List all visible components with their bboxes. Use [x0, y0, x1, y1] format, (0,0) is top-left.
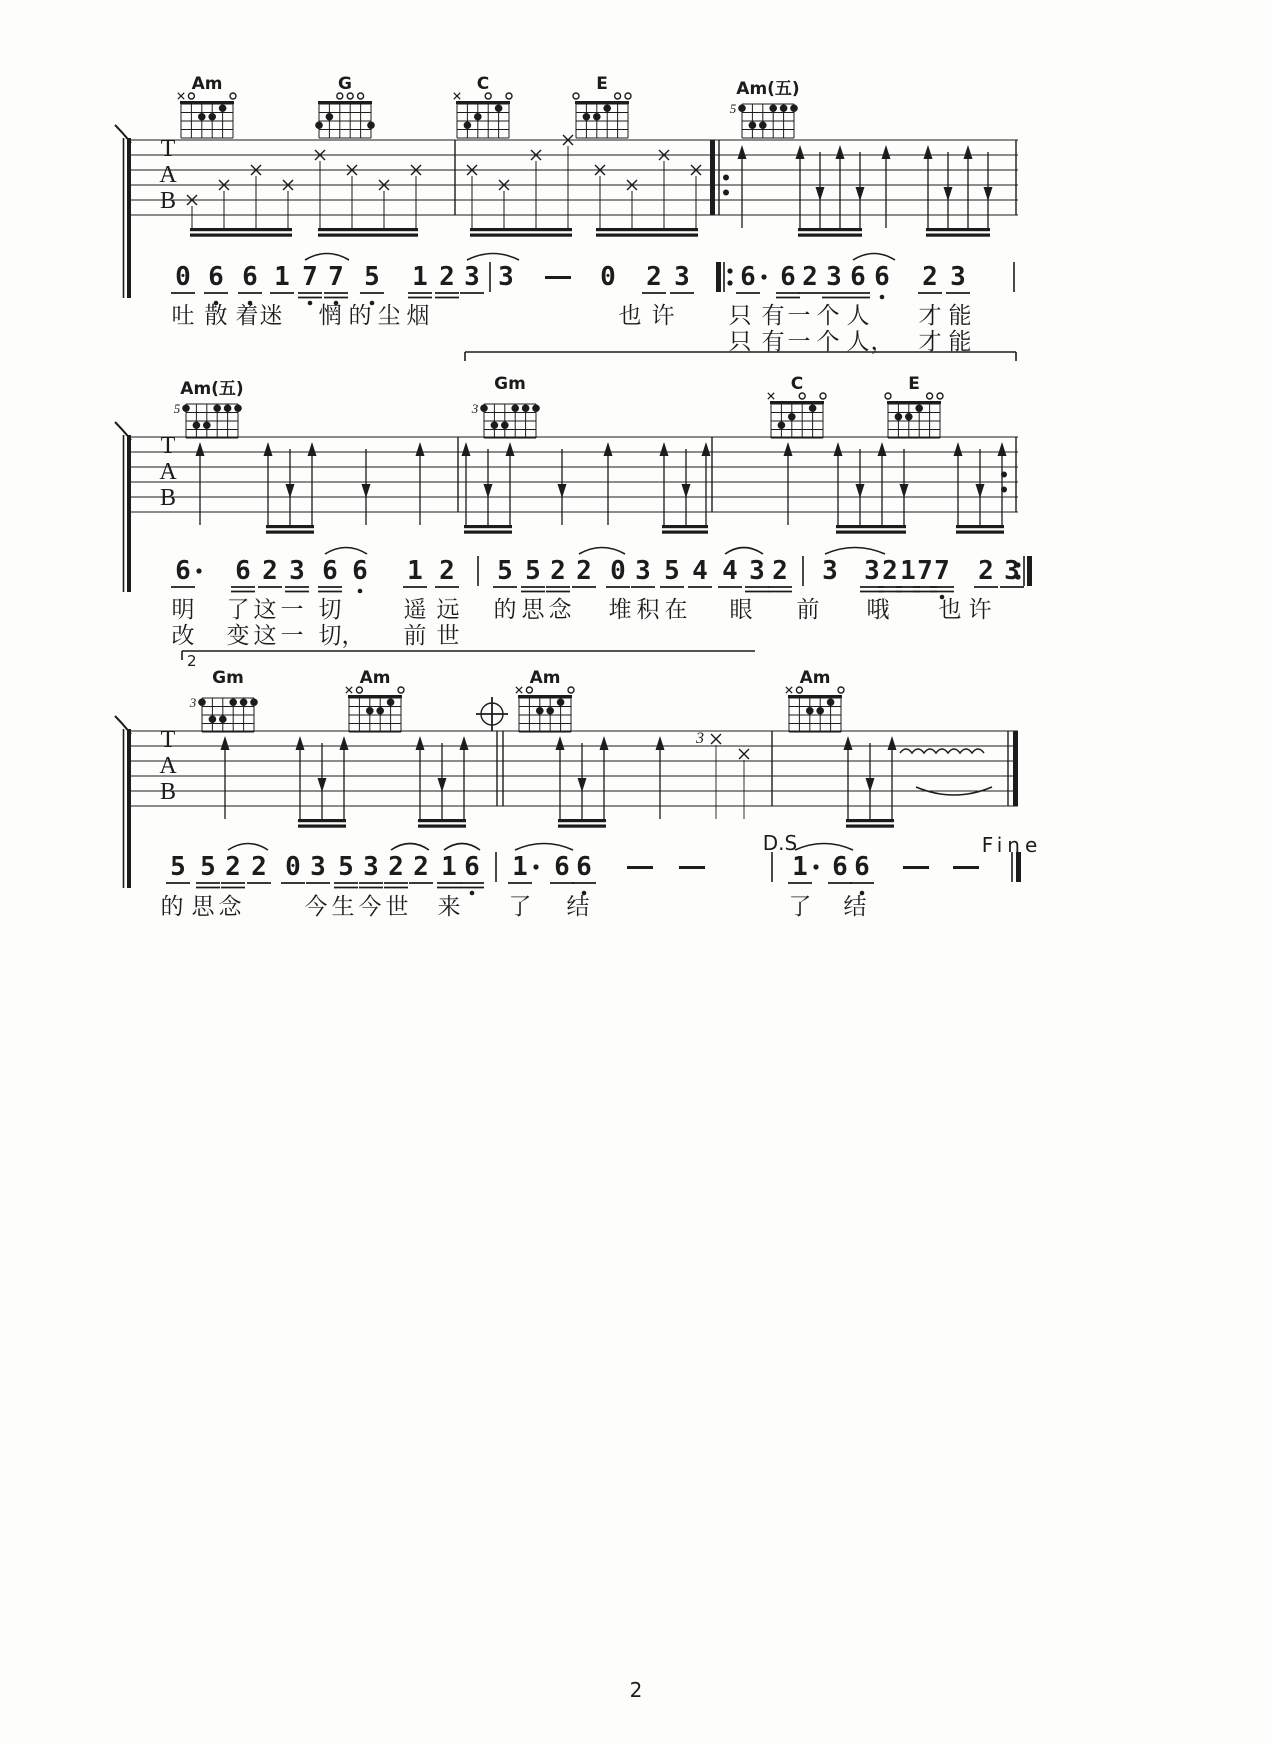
lyric-syllable: 散 [204, 303, 228, 329]
jianpu-note: 3 [950, 262, 966, 292]
jianpu-note: 0 [175, 262, 191, 292]
lyric-syllable: 思 [191, 894, 215, 920]
chord-name: Am [529, 668, 561, 688]
jianpu-note: 5 [170, 852, 186, 882]
lyric-syllable: 才 [918, 329, 942, 355]
chord-name: C [790, 374, 804, 394]
lyric-syllable: 迷 [259, 303, 283, 329]
jianpu-note: 2 [646, 262, 662, 292]
jianpu-note: 1 [412, 262, 428, 292]
lyric-syllable: 生 [331, 894, 355, 920]
lyric-syllable: 能 [948, 303, 972, 329]
jianpu-note: 3 [289, 556, 305, 586]
jianpu-note: 2 [550, 556, 566, 586]
jianpu-note: 6 [242, 262, 258, 292]
volta-number: 2 [187, 652, 197, 670]
jianpu-note: 3 [498, 262, 514, 292]
tab-clef-letter: T [160, 727, 176, 753]
page-number: 2 [629, 1678, 643, 1702]
jianpu-note: 2 [262, 556, 278, 586]
jianpu-note: 7 [917, 556, 933, 586]
chord-name: Gm [494, 374, 526, 394]
jianpu-note: 3 [826, 262, 842, 292]
jianpu-note: 1 [441, 852, 457, 882]
lyric-syllable: 前 [403, 623, 427, 649]
lyric-syllable: 有 [761, 329, 785, 355]
lyric-syllable: 改 [171, 623, 195, 649]
chord-name: Am(五) [180, 379, 244, 399]
lyric-syllable: 切 [318, 597, 342, 623]
jianpu-note: 1 [274, 262, 290, 292]
lyric-syllable: 今 [358, 894, 382, 920]
jianpu-note: 6 [352, 556, 368, 586]
lyric-syllable: 才 [918, 303, 942, 329]
lyric-syllable: 思 [521, 597, 545, 623]
lyric-syllable: 的 [160, 894, 184, 920]
lyric-syllable: 前 [796, 597, 820, 623]
chord-name: Am [799, 668, 831, 688]
tab-clef-letter: T [160, 136, 176, 162]
jianpu-note: 1 [792, 852, 808, 882]
lyric-syllable: 了 [226, 597, 250, 623]
jianpu-note: 6 [554, 852, 570, 882]
lyric-syllable: 切 [318, 623, 342, 649]
chord-position-label: 3 [189, 695, 197, 710]
jianpu-note: 2 [922, 262, 938, 292]
jianpu-note: 2 [251, 852, 267, 882]
jianpu-note: 3 [864, 556, 880, 586]
tab-clef-letter: T [160, 433, 176, 459]
tab-clef-letter: B [159, 779, 177, 805]
jianpu-note: 3 [310, 852, 326, 882]
chord-position-label: 5 [173, 401, 181, 416]
jianpu-note: 7 [302, 262, 318, 292]
tab-clef-letter: B [159, 485, 177, 511]
chord-name: Am(五) [736, 79, 800, 99]
chord-name: C [476, 74, 490, 94]
lyric-syllable: 明 [171, 597, 195, 623]
lyric-syllable: 结 [843, 894, 867, 920]
jianpu-note: 3 [1004, 556, 1020, 586]
lyric-syllable: 念 [218, 894, 242, 920]
lyric-syllable: 念 [548, 597, 572, 623]
jianpu-note: 6 [576, 852, 592, 882]
jianpu-note: 6 [235, 556, 251, 586]
lyric-syllable: 尘 [377, 303, 401, 329]
jianpu-note: 2 [413, 852, 429, 882]
lyric-syllable: 这 [253, 597, 277, 623]
jianpu-note: 6 [175, 556, 191, 586]
lyric-syllable: 着 [235, 303, 259, 329]
lyric-syllable: 一 [280, 597, 304, 623]
jianpu-note: 5 [200, 852, 216, 882]
lyric-syllable: 世 [385, 894, 409, 920]
jianpu-note: 6 [322, 556, 338, 586]
lyric-syllable: 个 [816, 303, 840, 329]
jianpu-note: 7 [934, 556, 950, 586]
lyric-syllable: 遥 [403, 597, 427, 623]
jianpu-note: 6 [780, 262, 796, 292]
lyric-syllable: 只 [728, 303, 752, 329]
jianpu-note: 2 [439, 262, 455, 292]
lyric-syllable: 个 [816, 329, 840, 355]
jianpu-note: 1 [407, 556, 423, 586]
jianpu-note: 2 [439, 556, 455, 586]
jianpu-note: 5 [497, 556, 513, 586]
lyric-syllable: 这 [253, 623, 277, 649]
jianpu-note: 6 [464, 852, 480, 882]
jianpu-note: 2 [388, 852, 404, 882]
jianpu-note: 2 [225, 852, 241, 882]
lyric-syllable: 也 [618, 303, 642, 329]
lyric-syllable: 眼 [729, 597, 753, 623]
jianpu-note: 3 [363, 852, 379, 882]
lyric-syllable: 一 [787, 329, 811, 355]
lyric-syllable: 许 [968, 597, 992, 623]
tab-clef-letter: A [159, 459, 177, 485]
jianpu-note: 5 [525, 556, 541, 586]
jianpu-note: 5 [338, 852, 354, 882]
chord-position-label: 5 [729, 101, 737, 116]
tab-clef-letter: A [159, 753, 177, 779]
jianpu-note: 6 [874, 262, 890, 292]
lyric-syllable: 堆 [608, 597, 632, 623]
lyric-syllable: 的 [348, 303, 372, 329]
lyric-syllable: 了 [508, 894, 532, 920]
jianpu-note: 2 [576, 556, 592, 586]
jianpu-note: 5 [664, 556, 680, 586]
lyric-syllable: 吐 [171, 303, 195, 329]
lyric-syllable: 远 [436, 597, 460, 623]
lyric-syllable: 变 [226, 623, 250, 649]
chord-name: Am [359, 668, 391, 688]
tab-clef-letter: A [159, 162, 177, 188]
lyric-syllable: 人 [846, 303, 870, 329]
jianpu-note: 2 [772, 556, 788, 586]
lyric-syllable: ， [870, 329, 894, 355]
lyric-syllable: 了 [788, 894, 812, 920]
jianpu-note: 7 [328, 262, 344, 292]
jianpu-note: 3 [749, 556, 765, 586]
jianpu-note: 3 [635, 556, 651, 586]
chord-name: E [908, 374, 920, 394]
jianpu-note: 3 [822, 556, 838, 586]
chord-name: Gm [212, 668, 244, 688]
lyric-syllable: 只 [728, 329, 752, 355]
jianpu-note: 1 [900, 556, 916, 586]
chord-name: Am [191, 74, 223, 94]
jianpu-note: 2 [978, 556, 994, 586]
lyric-syllable: 惘 [318, 303, 342, 329]
lyric-syllable: ， [341, 623, 365, 649]
lyric-syllable: 许 [651, 303, 675, 329]
jianpu-note: 1 [512, 852, 528, 882]
lyric-syllable: 烟 [406, 303, 430, 329]
jianpu-note: 2 [882, 556, 898, 586]
lyric-syllable: 来 [437, 894, 461, 920]
chord-name: G [338, 74, 352, 94]
lyric-syllable: 今 [304, 894, 328, 920]
ds-label: D.S [762, 831, 798, 855]
lyric-syllable: 积 [636, 597, 660, 623]
jianpu-note: 6 [832, 852, 848, 882]
tab-clef-letter: B [159, 188, 177, 214]
jianpu-note: 3 [674, 262, 690, 292]
lyric-syllable: 人 [846, 329, 870, 355]
jianpu-note: 0 [285, 852, 301, 882]
chord-position-label: 3 [471, 401, 479, 416]
jianpu-note: 4 [722, 556, 738, 586]
jianpu-note: 0 [600, 262, 616, 292]
lyric-syllable: 有 [761, 303, 785, 329]
lyric-syllable: 也 [938, 597, 962, 623]
lyric-syllable: 一 [280, 623, 304, 649]
lyric-syllable: 世 [436, 623, 460, 649]
triplet-number: 3 [696, 730, 704, 747]
chord-name: E [596, 74, 608, 94]
jianpu-note: 2 [802, 262, 818, 292]
lyric-syllable: 的 [493, 597, 517, 623]
jianpu-note: 3 [464, 262, 480, 292]
lyric-syllable: 结 [566, 894, 590, 920]
jianpu-note: 0 [610, 556, 626, 586]
jianpu-note: 6 [208, 262, 224, 292]
lyric-syllable: 哦 [866, 597, 890, 623]
lyric-syllable: 一 [787, 303, 811, 329]
jianpu-note: 4 [692, 556, 708, 586]
jianpu-note: 6 [854, 852, 870, 882]
lyric-syllable: 在 [664, 597, 688, 623]
jianpu-note: 6 [740, 262, 756, 292]
jianpu-note: 5 [364, 262, 380, 292]
jianpu-note: 6 [850, 262, 866, 292]
fine-label: Fine [981, 833, 1043, 857]
lyric-syllable: 能 [948, 329, 972, 355]
